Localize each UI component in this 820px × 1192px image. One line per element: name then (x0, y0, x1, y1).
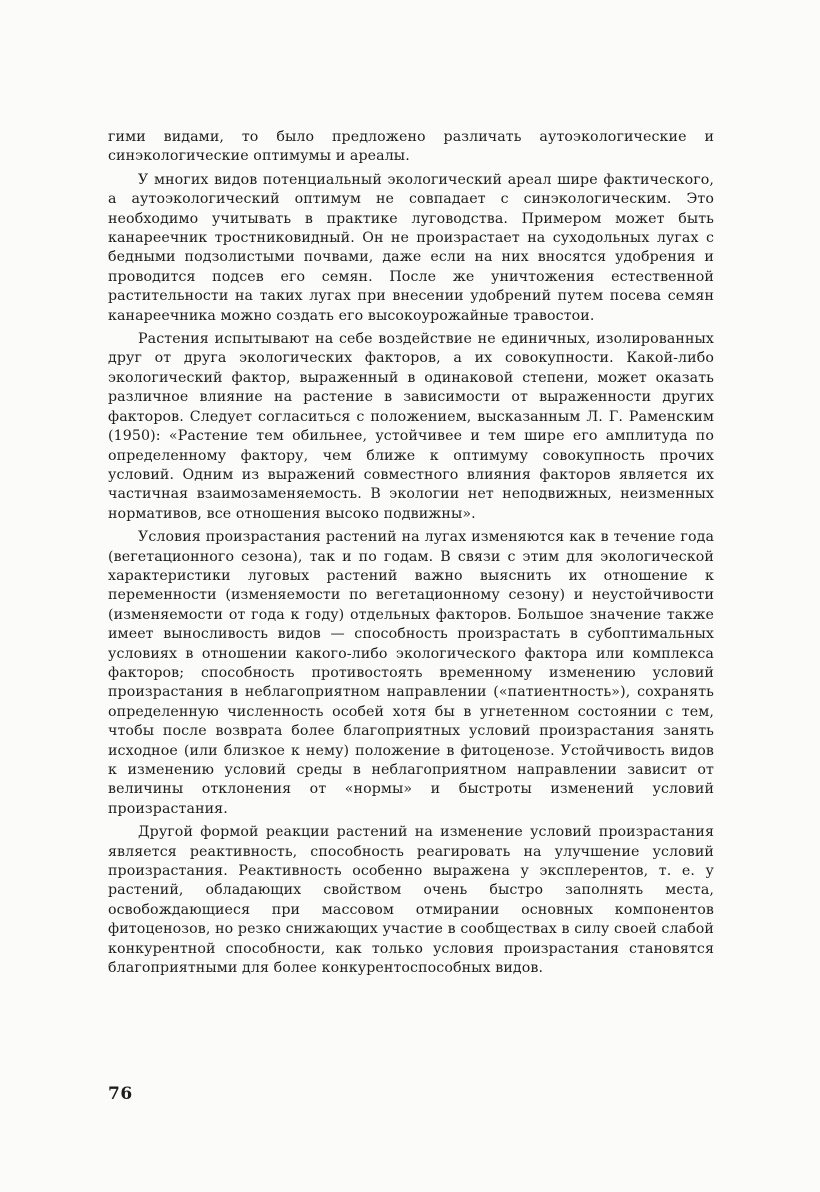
paragraph-growth-conditions: Условия произрастания растений на лугах изменяются как в течение года (вегетационного сезона), так и по годам. В связи с этим для экологической характеристики луговых растений важно выяснить их отношение к переменности (изменяемости по вегетационному сезону) и неустойчивости (изменяемости от года к году) отдельных факторов. Большое значение также имеет выносливость видов — способность произрастать в субоптимальных условиях в отношении какого-либо экологического фактора или комплекса факторов; способность противостоять временному изменению условий произрастания в неблагоприятном направлении («патиентность»), сохранять определенную численность особей хотя бы в угнетенном состоянии с тем, чтобы после возврата более благоприятных условий произрастания занять исходное (или близкое к нему) положение в фитоценозе. Устойчивость видов к изменению условий среды в неблагоприятном направлении зависит от величины отклонения от «нормы» и быстроты изменений условий произрастания. (108, 529, 714, 817)
body-text (108, 128, 714, 978)
paragraph-factor-interaction: Растения испытывают на себе воздействие не единичных, изолированных друг от друга экологических факторов, а их совокупности. Какой-либо экологический фактор, выраженный в одинаковой степени, может оказать различное влияние на растение в зависимости от выраженности других факторов. Следует согласиться с положением, высказанным Л. Г. Раменским (1950): «Растение тем обильнее, устойчивее и тем шире его амплитуда по определенному фактору, чем ближе к оптимуму совокупность прочих условий. Одним из выражений совместного влияния факторов является их частичная взаимозаменяемость. В экологии нет неподвижных, неизменных нормативов, все отношения высоко подвижны». (108, 331, 714, 522)
paragraph-continuation: гими видами, то было предложено различать аутоэкологические и синэкологические оптимумы и ареалы. (108, 129, 714, 165)
paragraph-ecological-range: У многих видов потенциальный экологический ареал шире фактического, а аутоэкологический оптимум не совпадает с синэкологическим. Это необходимо учитывать в практике луговодства. Примером может быть канареечник тростниковидный. Он не произрастает на суходольных лугах с бедными подзолистыми почвами, даже если на них вносятся удобрения и проводится подсев его семян. После же уничтожения естественной растительности на таких лугах при внесении удобрений путем посева семян канареечника можно создать его высокоурожайные травостои. (108, 171, 714, 324)
paragraph-reactivity: Другой формой реакции растений на изменение условий произрастания является реактивность, способность реагировать на улучшение условий произрастания. Реактивность особенно выражена у эксплерентов, т. е. у растений, обладающих свойством очень быстро заполнять места, освобождающиеся при массовом отмирании основных компонентов фитоценозов, но резко снижающих участие в сообществах в силу своей слабой конкурентной способности, как только условия произрастания становятся благоприятными для более конкурентоспособных видов. (108, 824, 714, 977)
page-number: 76 (108, 1084, 133, 1104)
